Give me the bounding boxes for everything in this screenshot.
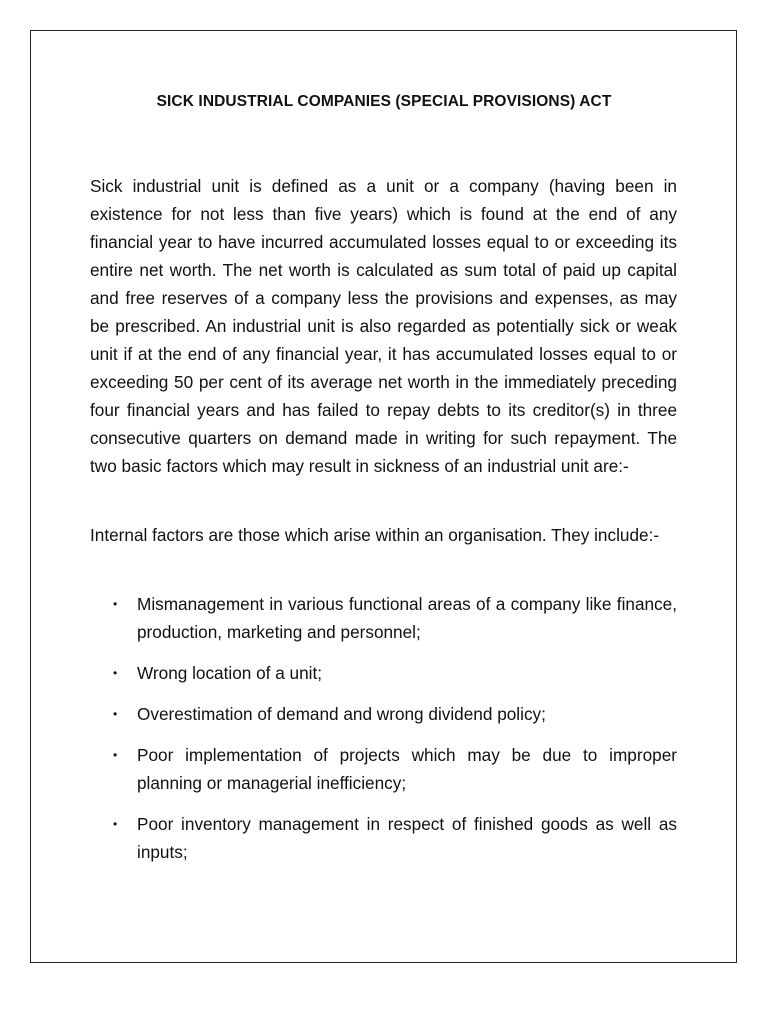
list-item [90,659,677,687]
list-item [90,741,677,797]
bullet-icon: • [113,748,118,762]
list-item-text: Overestimation of demand and wrong dividend policy; [137,704,546,724]
list-item [90,700,677,728]
bullet-icon: • [113,597,118,611]
list-item-text: Mismanagement in various functional areas of a company like finance, production, marketing and personnel; [137,594,677,642]
internal-factors-list [90,590,677,879]
list-item-text: Poor implementation of projects which may be due to improper planning or managerial inefficiency; [137,745,677,793]
list-item [90,590,677,646]
document-title: SICK INDUSTRIAL COMPANIES (SPECIAL PROVISIONS) ACT [156,93,612,110]
list-item-text: Wrong location of a unit; [137,663,323,683]
bullet-icon: • [113,817,118,831]
list-item-text: Poor inventory management in respect of finished goods as well as inputs; [137,814,677,862]
bullet-icon: • [113,707,118,721]
list-item [90,810,677,866]
body-paragraph-definition: Sick industrial unit is defined as a unit or a company (having been in existence for not less than five years) which is found at the end of any financial year to have incurred accumulated losses equal to or exceeding its entire net worth. The net worth is calculated as sum total of paid up capital and free reserves of a company less the provisions and expenses, as may be prescribed. An industrial unit is also regarded as potentially sick or weak unit if at the end of any financial year, it has accumulated losses equal to or exceeding 50 per cent of its average net worth in the immediately preceding four financial years and has failed to repay debts to its creditor(s) in three consecutive quarters on demand made in writing for such repayment. The two basic factors which may result in sickness of an industrial unit are:- [90,176,677,476]
bullet-icon: • [113,666,118,680]
body-paragraph-internal-factors: Internal factors are those which arise within an organisation. They include:- [90,525,660,545]
